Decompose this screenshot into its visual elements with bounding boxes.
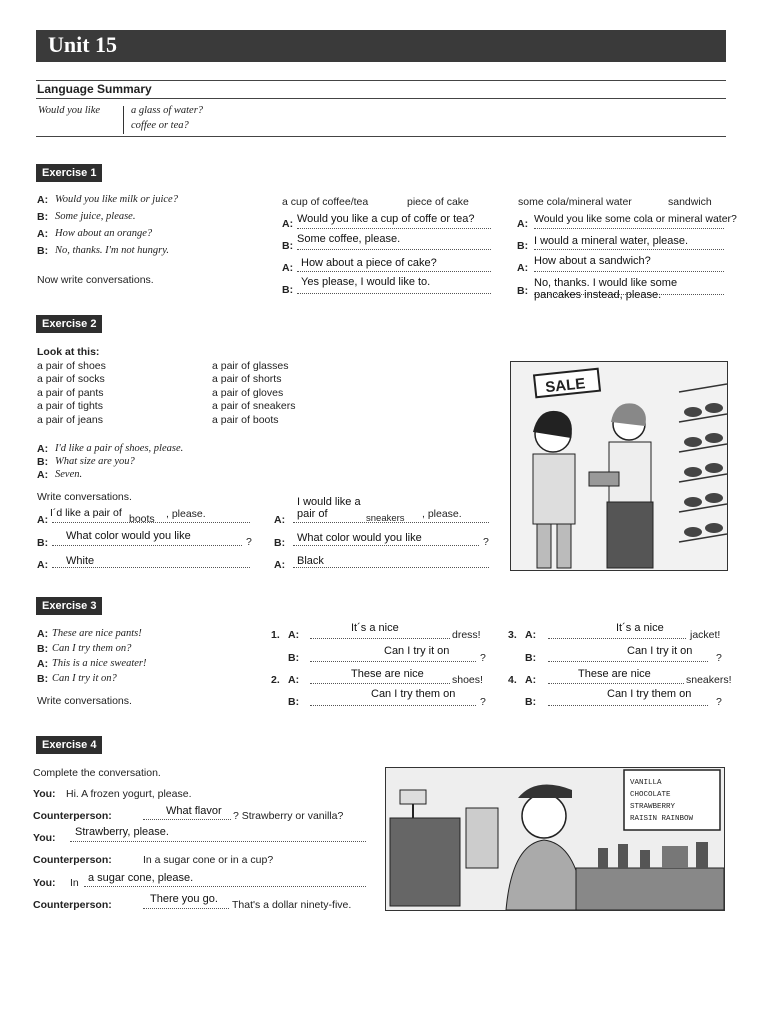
item-number: 2. xyxy=(271,674,280,686)
shoe-store-illustration xyxy=(510,361,728,571)
speaker-label: A: xyxy=(37,194,49,206)
answer-line xyxy=(548,638,686,639)
answer-line xyxy=(52,545,242,546)
answer-line xyxy=(297,271,491,272)
model-line: These are nice pants! xyxy=(52,628,142,639)
noun-text: sneakers! xyxy=(686,674,732,686)
speaker-label: B: xyxy=(282,240,294,252)
speaker-label: A: xyxy=(37,228,49,240)
answer-text[interactable]: These are nice xyxy=(578,668,651,680)
language-summary-title: Language Summary xyxy=(37,82,152,96)
model-line: No, thanks. I'm not hungry. xyxy=(55,245,169,256)
question-mark: ? xyxy=(716,696,722,708)
counterperson-label: Counterperson: xyxy=(33,810,112,822)
noun-text: jacket! xyxy=(690,629,721,641)
speaker-label: B: xyxy=(37,673,49,685)
exercise-4-tag: Exercise 4 xyxy=(36,736,102,754)
look-heading: Look at this: xyxy=(37,346,100,358)
answer-text[interactable]: Would you like some cola or mineral water? xyxy=(534,213,737,225)
speaker-label: A: xyxy=(517,218,529,230)
answer-line xyxy=(143,908,229,909)
dialogue-line: Hi. A frozen yogurt, please. xyxy=(66,788,192,800)
answer-text[interactable]: White xyxy=(66,555,95,567)
speaker-label: A: xyxy=(517,262,529,274)
vocab-item: a pair of socks xyxy=(37,373,105,385)
sale-sign-text: SALE xyxy=(544,375,587,397)
speaker-label: B: xyxy=(37,456,49,468)
speaker-label: A: xyxy=(37,469,49,481)
speaker-label: A: xyxy=(282,218,294,230)
answer-text[interactable]: I would a mineral water, please. xyxy=(534,235,689,247)
answer-line xyxy=(534,249,724,250)
speaker-label: A: xyxy=(282,262,294,274)
question-mark: ? xyxy=(716,652,722,664)
answer-line xyxy=(293,545,479,546)
answer-line xyxy=(84,886,366,887)
prompt: some cola/mineral water xyxy=(518,196,632,208)
answer-text[interactable]: Can I try them on xyxy=(371,688,456,700)
question-mark: ? xyxy=(480,696,486,708)
answer-line xyxy=(70,841,366,842)
answer-line xyxy=(310,638,450,639)
please-text: , please. xyxy=(166,508,206,520)
speaker-label: B: xyxy=(517,240,529,252)
summary-option-1: a glass of water? xyxy=(131,105,204,116)
model-line: Some juice, please. xyxy=(55,211,136,222)
answer-line xyxy=(548,705,708,706)
vocab-item: a pair of shorts xyxy=(212,373,282,385)
you-label: You: xyxy=(33,877,56,889)
answer-text[interactable]: a sugar cone, please. xyxy=(88,872,194,884)
model-line: I'd like a pair of shoes, please. xyxy=(55,443,184,454)
answer-line xyxy=(143,819,231,820)
you-label: You: xyxy=(33,832,56,844)
summary-stem: Would you like xyxy=(38,105,101,116)
divider xyxy=(36,80,726,81)
vocab-item: a pair of gloves xyxy=(212,387,284,399)
answer-text[interactable]: Can I try it on xyxy=(627,645,693,657)
answer-text[interactable]: What flavor xyxy=(166,805,222,817)
prompt: a cup of coffee/tea xyxy=(282,196,369,208)
prompt-item: boots xyxy=(129,513,155,525)
answer-line xyxy=(293,567,489,568)
noun-text: dress! xyxy=(452,629,481,641)
answer-text[interactable]: Black xyxy=(297,555,324,567)
shoe-store-drawing xyxy=(511,362,727,570)
answer-text[interactable]: pair of xyxy=(297,508,328,520)
dialogue-line: In xyxy=(70,877,79,889)
prompt-item: sneakers xyxy=(366,513,405,524)
speaker-label: B: xyxy=(282,284,294,296)
exercise-3-tag: Exercise 3 xyxy=(36,597,102,615)
dialogue-line: ? Strawberry or vanilla? xyxy=(233,810,344,822)
you-label: You: xyxy=(33,788,56,800)
exercise-4-instruction: Complete the conversation. xyxy=(33,767,161,779)
model-line: How about an orange? xyxy=(55,228,153,239)
answer-line xyxy=(297,293,491,294)
answer-text[interactable]: I´d like a pair of xyxy=(50,507,122,519)
vocab-item: a pair of tights xyxy=(37,400,103,412)
exercise-2-instruction: Write conversations. xyxy=(37,491,132,503)
answer-line xyxy=(297,249,491,250)
speaker-label: B: xyxy=(517,285,529,297)
speaker-label: B: xyxy=(37,211,49,223)
divider xyxy=(36,98,726,99)
answer-text[interactable]: It´s a nice xyxy=(351,622,399,634)
speaker-label: A: xyxy=(37,443,49,455)
exercise-3-instruction: Write conversations. xyxy=(37,695,132,707)
answer-text[interactable]: What color would you like xyxy=(297,532,422,544)
answer-text[interactable]: There you go. xyxy=(150,893,218,905)
speaker-label: B: xyxy=(37,245,49,257)
dialogue-line: In a sugar cone or in a cup? xyxy=(143,854,274,866)
prompt: sandwich xyxy=(668,196,712,208)
question-mark: ? xyxy=(480,652,486,664)
answer-text[interactable]: pancakes instead, please. xyxy=(534,289,662,301)
model-line: Would you like milk or juice? xyxy=(55,194,178,205)
yogurt-shop-drawing xyxy=(386,768,724,910)
answer-text[interactable]: These are nice xyxy=(351,668,424,680)
prompt: piece of cake xyxy=(407,196,469,208)
exercise-1-instruction: Now write conversations. xyxy=(37,274,154,286)
answer-text[interactable]: Would you like a cup of coffe or tea? xyxy=(297,213,475,225)
vocab-item: a pair of pants xyxy=(37,387,104,399)
model-line: Seven. xyxy=(55,469,83,480)
divider xyxy=(36,136,726,137)
item-number: 1. xyxy=(271,629,280,641)
model-line: Can I try it on? xyxy=(52,673,117,684)
answer-text[interactable]: Yes please, I would like to. xyxy=(301,276,431,288)
counterperson-label: Counterperson: xyxy=(33,899,112,911)
answer-text[interactable]: Can I try them on xyxy=(607,688,692,700)
speaker-label: A: xyxy=(37,658,49,670)
answer-text[interactable]: What color would you like xyxy=(66,530,191,542)
counterperson-label: Counterperson: xyxy=(33,854,112,866)
vocab-item: a pair of jeans xyxy=(37,414,103,426)
summary-bar xyxy=(123,106,124,134)
exercise-2-tag: Exercise 2 xyxy=(36,315,102,333)
answer-text[interactable]: Strawberry, please. xyxy=(75,826,169,838)
answer-line xyxy=(310,683,450,684)
model-line: Can I try them on? xyxy=(52,643,132,654)
answer-text[interactable]: How about a sandwich? xyxy=(534,255,651,267)
vocab-item: a pair of sneakers xyxy=(212,400,296,412)
answer-line xyxy=(534,228,724,229)
model-line: This is a nice sweater! xyxy=(52,658,147,669)
yogurt-shop-illustration xyxy=(385,767,725,911)
menu-item: CHOCOLATE xyxy=(630,791,671,799)
unit-header-bar xyxy=(36,30,726,62)
answer-text[interactable]: Can I try it on xyxy=(384,645,450,657)
question-mark: ? xyxy=(483,536,489,548)
model-line: What size are you? xyxy=(55,456,135,467)
answer-line xyxy=(52,567,250,568)
answer-line xyxy=(310,705,476,706)
answer-line xyxy=(297,228,491,229)
exercise-1-tag: Exercise 1 xyxy=(36,164,102,182)
unit-title: Unit 15 xyxy=(48,32,118,57)
answer-line xyxy=(548,661,708,662)
item-number: 3. xyxy=(508,629,517,641)
answer-text[interactable]: It´s a nice xyxy=(616,622,664,634)
vocab-item: a pair of shoes xyxy=(37,360,106,372)
menu-item: VANILLA xyxy=(630,779,662,787)
answer-text[interactable]: I would like a xyxy=(297,496,361,508)
speaker-label: A: xyxy=(37,628,49,640)
menu-item: STRAWBERRY xyxy=(630,803,676,811)
dialogue-line: That's a dollar ninety-five. xyxy=(232,899,352,911)
menu-item: RAISIN RAINBOW xyxy=(630,815,694,823)
vocab-item: a pair of glasses xyxy=(212,360,289,372)
answer-line xyxy=(310,661,476,662)
answer-text[interactable]: How about a piece of cake? xyxy=(301,257,437,269)
question-mark: ? xyxy=(246,536,252,548)
answer-line xyxy=(534,271,724,272)
answer-text[interactable]: No, thanks. I would like some xyxy=(534,277,678,289)
answer-line xyxy=(548,683,684,684)
item-number: 4. xyxy=(508,674,517,686)
summary-option-2: coffee or tea? xyxy=(131,120,189,131)
please-text: , please. xyxy=(422,508,462,520)
vocab-item: a pair of boots xyxy=(212,414,279,426)
noun-text: shoes! xyxy=(452,674,483,686)
answer-text[interactable]: Some coffee, please. xyxy=(297,233,401,245)
speaker-label: B: xyxy=(37,643,49,655)
